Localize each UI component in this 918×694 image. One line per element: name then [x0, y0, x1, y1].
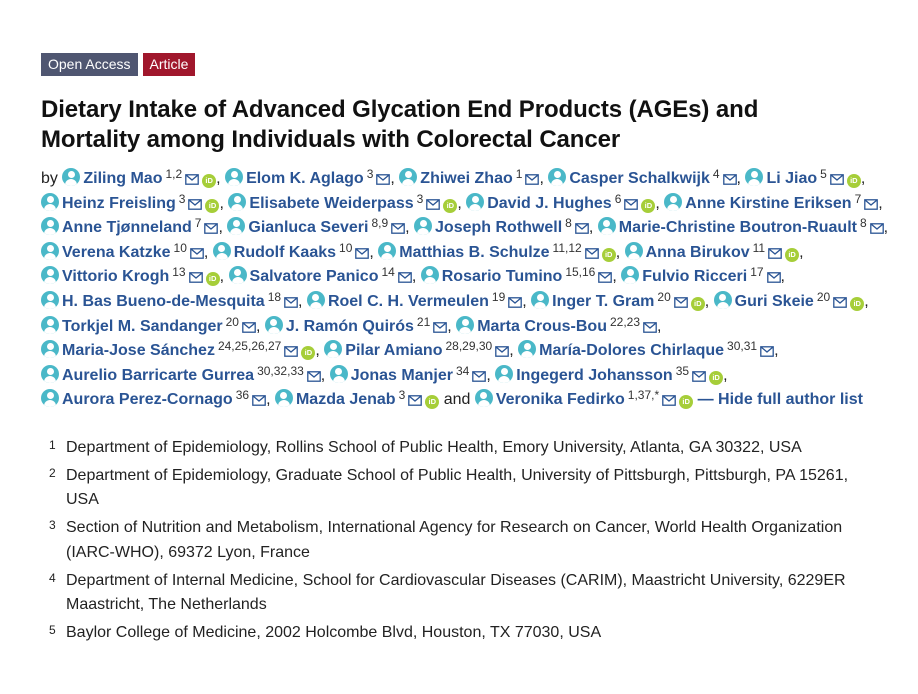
orcid-icon[interactable]: iD: [206, 272, 220, 286]
author-affiliation-numbers: 36: [235, 388, 250, 403]
author-separator: ,: [411, 268, 417, 286]
author-name-link[interactable]: Guri Skeie: [734, 292, 814, 310]
author-separator: ,: [615, 243, 621, 261]
affiliation-number: 2: [49, 465, 56, 480]
affiliation-item: [41, 569, 892, 618]
affiliation-text: Section of Nutrition and Metabolism, International Agency for Research on Cancer, World Health Organization (IARC-WHO), 69372 Lyon, France: [66, 519, 843, 561]
author-avatar-icon[interactable]: [41, 340, 59, 358]
author-entry: [598, 216, 889, 237]
author-name-link[interactable]: Veronika Fedirko: [495, 391, 625, 409]
author-entry: [324, 339, 514, 360]
orcid-icon[interactable]: iD: [691, 297, 705, 311]
author-name-link[interactable]: Matthias B. Schulze: [399, 243, 550, 261]
author-avatar-icon[interactable]: [41, 242, 59, 260]
author-avatar-icon[interactable]: [421, 266, 439, 284]
author-name-link[interactable]: Ziling Mao: [83, 170, 163, 187]
author-avatar-icon[interactable]: [41, 291, 59, 309]
email-icon[interactable]: [307, 371, 321, 382]
author-name-link[interactable]: Joseph Rothwell: [435, 219, 563, 237]
author-separator: ,: [878, 194, 883, 212]
affiliation-list: [41, 436, 892, 646]
author-separator: ,: [860, 170, 866, 187]
by-label: by: [41, 170, 58, 187]
author-avatar-icon[interactable]: [625, 242, 643, 260]
author-affiliation-numbers: 13: [172, 265, 186, 280]
author-separator: ,: [255, 317, 261, 335]
author-name-link[interactable]: Anne Kirstine Eriksen: [685, 194, 852, 212]
email-icon[interactable]: [864, 199, 878, 210]
author-name-link[interactable]: Aurelio Barricarte Gurrea: [62, 366, 255, 384]
author-avatar-icon[interactable]: [324, 340, 342, 358]
article-title: [41, 95, 892, 155]
orcid-icon[interactable]: iD: [641, 199, 655, 213]
author-avatar-icon[interactable]: [41, 316, 59, 334]
title-line-2: Mortality among Individuals with Colorectal Cancer: [41, 126, 621, 153]
author-name-link[interactable]: Elisabete Weiderpass: [249, 194, 414, 212]
author-entry: [41, 191, 224, 212]
author-name-link[interactable]: David J. Hughes: [487, 194, 612, 212]
author-name-link[interactable]: Rosario Tumino: [441, 268, 563, 286]
email-icon[interactable]: [190, 248, 204, 259]
author-entry: [265, 314, 452, 335]
author-entry: [213, 240, 374, 261]
author-affiliation-numbers: 21: [416, 314, 431, 329]
author-separator: ,: [203, 243, 209, 261]
author-name-link[interactable]: Maria-Jose Sánchez: [62, 342, 215, 360]
author-separator: ,: [780, 268, 785, 286]
affiliation-item: [41, 516, 892, 565]
author-avatar-icon[interactable]: [229, 266, 247, 284]
author-affiliation-numbers: 1: [515, 167, 523, 181]
author-separator: ,: [723, 366, 728, 384]
author-affiliation-numbers: 10: [173, 240, 187, 255]
author-avatar-icon[interactable]: [664, 193, 682, 211]
author-name-link[interactable]: Anne Tjønneland: [62, 219, 192, 237]
author-separator: ,: [320, 366, 326, 384]
author-avatar-icon[interactable]: [41, 193, 59, 211]
author-affiliation-numbers: 7: [854, 191, 862, 206]
author-affiliation-numbers: 4: [712, 167, 720, 181]
author-entry: [456, 314, 662, 335]
author-entry: [225, 167, 395, 187]
author-separator: ,: [612, 268, 617, 286]
and-label: and: [443, 391, 471, 409]
author-separator: ,: [486, 366, 491, 384]
author-name-link[interactable]: Ingegerd Johansson: [516, 366, 673, 384]
email-icon[interactable]: [723, 174, 737, 185]
author-separator: ,: [219, 194, 224, 212]
author-affiliation-numbers: 11,12: [552, 240, 582, 255]
author-affiliation-numbers: 1,2: [165, 167, 183, 181]
email-icon[interactable]: [242, 322, 256, 333]
orcid-icon[interactable]: iD: [202, 174, 216, 188]
author-avatar-icon[interactable]: [41, 266, 59, 284]
email-icon[interactable]: [760, 346, 774, 357]
orcid-icon[interactable]: iD: [709, 371, 723, 385]
affiliation-text: Department of Epidemiology, Rollins School of Public Health, Emory University, Atlanta, GA 30322, USA: [66, 438, 802, 456]
author-separator: ,: [704, 292, 710, 310]
author-name-link[interactable]: Heinz Freisling: [62, 194, 176, 212]
author-entry: [399, 167, 544, 187]
affiliation-item: [41, 436, 892, 461]
author-name-link[interactable]: Elom K. Aglago: [246, 170, 364, 187]
open-access-badge[interactable]: Open Access: [41, 53, 138, 76]
author-affiliation-numbers: 34: [455, 363, 470, 378]
email-icon[interactable]: [598, 272, 612, 283]
affiliation-number: 5: [49, 623, 56, 638]
author-separator: ,: [509, 342, 514, 360]
email-icon[interactable]: [643, 322, 657, 333]
orcid-icon[interactable]: iD: [679, 395, 693, 409]
author-affiliation-numbers: 35: [675, 363, 690, 378]
author-avatar-icon[interactable]: [518, 340, 536, 358]
email-icon[interactable]: [495, 346, 509, 357]
email-icon[interactable]: [525, 174, 539, 185]
affiliation-item: [41, 464, 892, 513]
email-icon[interactable]: [284, 346, 298, 357]
author-separator: ,: [883, 219, 889, 237]
author-avatar-icon[interactable]: [495, 365, 513, 383]
author-name-link[interactable]: Fulvio Ricceri: [642, 268, 748, 286]
affiliation-text: Department of Internal Medicine, School for Cardiovascular Diseases (CARIM), Maastricht University, 6229ER Maastricht, The Netherlands: [66, 571, 846, 614]
email-icon[interactable]: [376, 174, 390, 185]
affiliation-text: Baylor College of Medicine, 2002 Holcombe Blvd, Houston, TX 77030, USA: [66, 624, 602, 642]
author-entry: [229, 265, 417, 286]
author-affiliation-numbers: 7: [194, 216, 202, 231]
email-icon[interactable]: [284, 297, 298, 308]
author-affiliation-numbers: 20: [225, 314, 239, 329]
author-affiliation-numbers: 14: [381, 265, 395, 280]
hide-author-list-link[interactable]: — Hide full author list: [697, 391, 863, 409]
author-separator: ,: [588, 219, 594, 237]
email-icon[interactable]: [674, 297, 688, 308]
orcid-icon[interactable]: iD: [425, 395, 439, 409]
author-affiliation-numbers: 19: [491, 289, 506, 304]
author-separator: ,: [390, 170, 395, 187]
author-avatar-icon[interactable]: [745, 168, 763, 186]
author-separator: ,: [522, 292, 527, 310]
author-separator: ,: [864, 292, 869, 310]
author-entry: [714, 289, 869, 310]
author-name-link[interactable]: Marie-Christine Boutron-Ruault: [618, 219, 857, 237]
author-avatar-icon[interactable]: [531, 291, 549, 309]
author-separator: ,: [369, 243, 374, 261]
author-entry: [621, 265, 785, 286]
author-avatar-icon[interactable]: [41, 389, 59, 407]
affiliation-text: Department of Epidemiology, Graduate School of Public Health, University of Pittsburgh, Pittsburgh, PA 15261, USA: [66, 466, 849, 509]
author-name-link[interactable]: Anna Birukov: [645, 243, 750, 261]
author-entry: [227, 216, 410, 237]
email-icon[interactable]: [870, 223, 884, 234]
author-avatar-icon[interactable]: [225, 168, 243, 186]
author-separator: ,: [298, 292, 303, 310]
author-entry: [518, 339, 779, 360]
email-icon[interactable]: [433, 322, 447, 333]
author-name-link[interactable]: Marta Crous-Bou: [477, 317, 607, 335]
affiliation-item: [41, 621, 892, 646]
email-icon[interactable]: [426, 199, 440, 210]
author-entry: [745, 167, 866, 187]
author-entry: [495, 363, 728, 384]
author-separator: ,: [736, 170, 741, 187]
author-avatar-icon[interactable]: [307, 291, 325, 309]
badge-row: [41, 53, 892, 76]
email-icon[interactable]: [185, 174, 199, 185]
author-avatar-icon[interactable]: [414, 217, 432, 235]
author-separator: ,: [539, 170, 544, 187]
author-entry: [378, 240, 621, 261]
author-entry: [41, 339, 320, 360]
author-separator: ,: [447, 317, 452, 335]
author-name-link[interactable]: Roel C. H. Vermeulen: [327, 292, 489, 310]
orcid-icon[interactable]: iD: [443, 199, 457, 213]
author-name-link[interactable]: Salvatore Panico: [249, 268, 379, 286]
author-entry: [41, 363, 326, 384]
author-entry: [466, 191, 660, 212]
email-icon[interactable]: [252, 395, 266, 406]
author-avatar-icon[interactable]: [378, 242, 396, 260]
email-icon[interactable]: [472, 371, 486, 382]
email-icon[interactable]: [355, 248, 369, 259]
email-icon[interactable]: [768, 248, 782, 259]
author-avatar-icon[interactable]: [621, 266, 639, 284]
author-avatar-icon[interactable]: [265, 316, 283, 334]
author-avatar-icon[interactable]: [475, 389, 493, 407]
author-affiliation-numbers: 8,9: [371, 216, 389, 231]
author-separator: ,: [266, 391, 271, 409]
author-avatar-icon[interactable]: [466, 193, 484, 211]
author-affiliation-numbers: 3: [366, 167, 374, 181]
author-entry: [275, 388, 439, 409]
title-line-1: Dietary Intake of Advanced Glycation End Products (AGEs) and: [41, 96, 759, 123]
author-name-link[interactable]: Rudolf Kaaks: [233, 243, 337, 261]
author-name-link[interactable]: Inger T. Gram: [552, 292, 655, 310]
author-separator: ,: [457, 194, 462, 212]
article-type-badge[interactable]: Article: [143, 53, 196, 76]
author-affiliation-numbers: 18: [267, 289, 282, 304]
author-entry: [548, 167, 741, 187]
email-icon[interactable]: [585, 248, 599, 259]
author-entry: [414, 216, 594, 237]
affiliation-number: 1: [49, 437, 56, 452]
author-avatar-icon[interactable]: [227, 217, 245, 235]
author-affiliation-numbers: 8: [859, 216, 867, 231]
author-entry: [41, 265, 225, 286]
email-icon[interactable]: [833, 297, 847, 308]
email-icon[interactable]: [624, 199, 638, 210]
author-affiliation-numbers: 3: [398, 388, 406, 403]
author-separator: ,: [799, 243, 804, 261]
author-separator: ,: [774, 342, 779, 360]
orcid-icon[interactable]: iD: [602, 248, 616, 262]
author-name-link[interactable]: Verena Katzke: [62, 243, 171, 261]
author-entry: [307, 289, 527, 310]
author-affiliation-numbers: 17: [750, 265, 764, 280]
author-separator: ,: [405, 219, 410, 237]
author-name-link[interactable]: Li Jiao: [766, 170, 818, 187]
author-affiliation-numbers: 5: [820, 167, 827, 181]
author-entry: [475, 388, 693, 409]
author-affiliation-numbers: 22,23: [609, 314, 640, 329]
author-avatar-icon[interactable]: [41, 217, 59, 235]
author-entry: [41, 388, 271, 409]
author-entry: [330, 363, 491, 384]
author-affiliation-numbers: 15,16: [565, 265, 596, 280]
author-name-link[interactable]: Gianluca Severi: [248, 219, 369, 237]
author-name-link[interactable]: Mazda Jenab: [295, 391, 396, 409]
author-list: [41, 167, 892, 413]
author-name-link[interactable]: J. Ramón Quirós: [285, 317, 414, 335]
email-icon[interactable]: [398, 272, 412, 283]
affiliation-number: 3: [49, 518, 56, 533]
author-affiliation-numbers: 1,37,*: [627, 388, 660, 403]
author-affiliation-numbers: 30,32,33: [257, 363, 304, 378]
email-icon[interactable]: [830, 174, 844, 185]
email-icon[interactable]: [189, 272, 203, 283]
author-name-link[interactable]: Pilar Amiano: [345, 342, 443, 360]
author-avatar-icon[interactable]: [548, 168, 566, 186]
author-name-link[interactable]: Vittorio Krogh: [62, 268, 170, 286]
email-icon[interactable]: [767, 272, 781, 283]
orcid-icon[interactable]: iD: [785, 248, 799, 262]
author-avatar-icon[interactable]: [275, 389, 293, 407]
author-affiliation-numbers: 3: [178, 191, 186, 206]
author-entry: [41, 240, 209, 261]
author-name-link[interactable]: Torkjel M. Sandanger: [62, 317, 223, 335]
author-name-link[interactable]: Aurora Perez-Cornago: [62, 391, 233, 409]
author-entry: [531, 289, 710, 310]
author-entry: [62, 167, 221, 187]
author-affiliation-numbers: 24,25,26,27: [217, 339, 282, 354]
author-separator: ,: [315, 342, 320, 360]
author-affiliation-numbers: 28,29,30: [445, 339, 493, 354]
author-avatar-icon[interactable]: [330, 365, 348, 383]
author-avatar-icon[interactable]: [228, 193, 246, 211]
orcid-icon[interactable]: iD: [847, 174, 861, 188]
email-icon[interactable]: [408, 395, 422, 406]
orcid-icon[interactable]: iD: [205, 199, 219, 213]
affiliation-number: 4: [49, 570, 56, 585]
author-entry: [664, 191, 883, 212]
author-affiliation-numbers: 6: [614, 191, 622, 206]
author-avatar-icon[interactable]: [62, 168, 80, 186]
author-separator: ,: [655, 194, 660, 212]
author-entry: [228, 191, 462, 212]
author-entry: [41, 216, 223, 237]
author-separator: ,: [657, 317, 662, 335]
orcid-icon[interactable]: iD: [301, 346, 315, 360]
author-affiliation-numbers: 30,31: [727, 339, 758, 354]
author-separator: ,: [218, 219, 223, 237]
author-affiliation-numbers: 8: [565, 216, 572, 231]
author-affiliation-numbers: 20: [657, 289, 671, 304]
author-name-link[interactable]: H. Bas Bueno-de-Mesquita: [62, 292, 265, 310]
author-affiliation-numbers: 3: [416, 191, 424, 206]
author-entry: [41, 314, 261, 335]
author-name-link[interactable]: María-Dolores Chirlaque: [539, 342, 725, 360]
author-avatar-icon[interactable]: [456, 316, 474, 334]
email-icon[interactable]: [508, 297, 522, 308]
author-avatar-icon[interactable]: [41, 365, 59, 383]
email-icon[interactable]: [391, 223, 405, 234]
author-name-link[interactable]: Casper Schalkwijk: [569, 170, 710, 187]
email-icon[interactable]: [204, 223, 218, 234]
author-separator: ,: [219, 268, 225, 286]
author-avatar-icon[interactable]: [399, 168, 417, 186]
email-icon[interactable]: [692, 371, 706, 382]
email-icon[interactable]: [188, 199, 202, 210]
author-avatar-icon[interactable]: [714, 291, 732, 309]
author-entry: [421, 265, 617, 286]
author-name-link[interactable]: Jonas Manjer: [350, 366, 453, 384]
author-separator: ,: [216, 170, 221, 187]
author-avatar-icon[interactable]: [598, 217, 616, 235]
author-avatar-icon[interactable]: [213, 242, 231, 260]
author-affiliation-numbers: 11: [752, 240, 766, 255]
author-entry: [41, 289, 303, 310]
email-icon[interactable]: [662, 395, 676, 406]
orcid-icon[interactable]: iD: [850, 297, 864, 311]
email-icon[interactable]: [575, 223, 589, 234]
author-name-link[interactable]: Zhiwei Zhao: [420, 170, 513, 187]
author-affiliation-numbers: 20: [816, 289, 831, 304]
author-entry: [625, 240, 804, 261]
author-affiliation-numbers: 10: [339, 240, 353, 255]
